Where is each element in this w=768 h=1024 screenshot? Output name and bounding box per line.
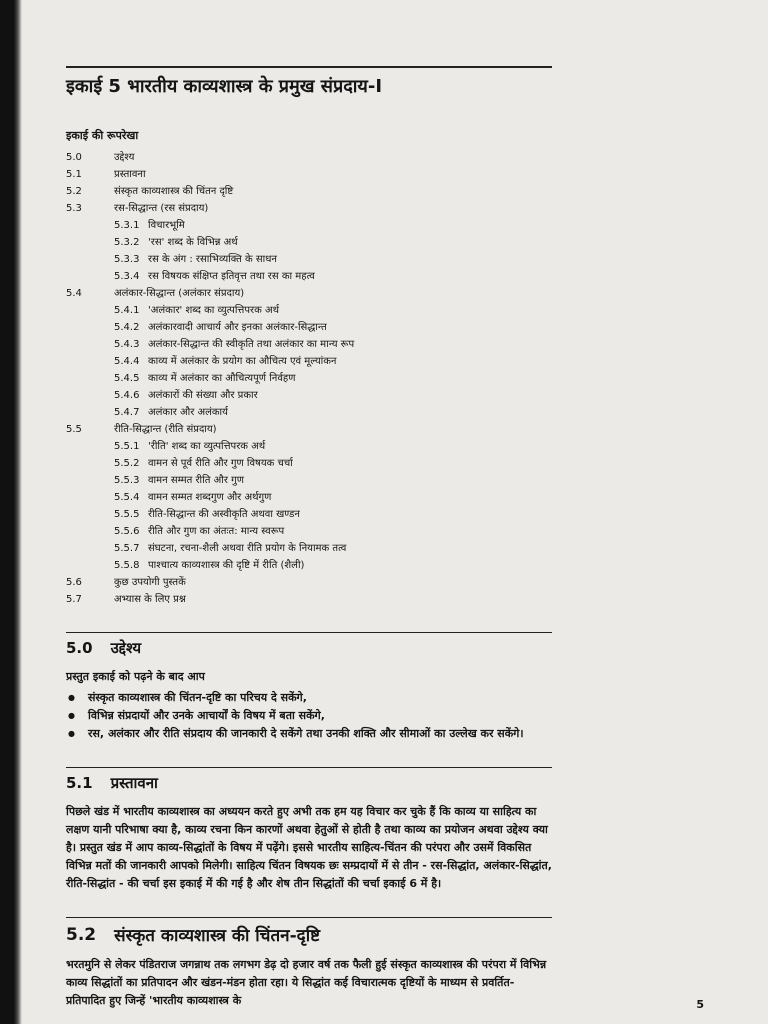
unit-title: इकाई 5 भारतीय काव्यशास्त्र के प्रमुख संप्रदाय-I <box>66 76 383 97</box>
outline-item-number: 5.5.3 <box>114 475 140 486</box>
outline-item <box>66 234 552 251</box>
outline-heading: इकाई की रूपरेखा <box>66 129 139 142</box>
outline-item-number: 5.5.5 <box>114 509 140 520</box>
title-rule <box>66 66 552 68</box>
outline-item-number: 5.5.1 <box>114 441 140 452</box>
section-number: 5.1 <box>66 774 93 792</box>
outline-item-label: संघटना, रचना-शैली अथवा रीति प्रयोग के नियामक तत्व <box>148 543 347 554</box>
outline-item-label: उद्देश्य <box>114 152 135 163</box>
document-page <box>66 62 552 1010</box>
outline-item-number: 5.0 <box>66 152 82 163</box>
outline-item <box>66 217 552 234</box>
outline-item-label: काव्य में अलंकार के प्रयोग का औचित्य एवं मूल्यांकन <box>148 356 337 367</box>
outline-item <box>66 523 552 540</box>
list-item: ● विभिन्न संप्रदायों और उनके आचार्यों के विषय में बता सकेंगे, <box>66 707 552 725</box>
outline-item <box>66 404 552 421</box>
outline-list <box>66 149 552 608</box>
outline-item-number: 5.4.4 <box>114 356 140 367</box>
section-title: संस्कृत काव्यशास्त्र की चिंतन-दृष्टि <box>114 926 321 946</box>
outline-item-label: अभ्यास के लिए प्रश्न <box>114 594 186 605</box>
outline-item-label: वामन से पूर्व रीति और गुण विषयक चर्चा <box>148 458 293 469</box>
outline-item-label: 'अलंकार' शब्द का व्युत्पत्तिपरक अर्थ <box>148 305 279 316</box>
section-heading-objectives <box>66 632 552 660</box>
outline-item-label: अलंकार और अलंकार्य <box>148 407 228 418</box>
outline-item-label: अलंकार-सिद्धान्त (अलंकार संप्रदाय) <box>114 288 245 299</box>
outline-item <box>66 251 552 268</box>
outline-item <box>66 183 552 200</box>
outline-item-label: 'रस' शब्द के विभिन्न अर्थ <box>148 237 238 248</box>
outline-item <box>66 421 552 438</box>
outline-item-label: रस-सिद्धान्त (रस संप्रदाय) <box>114 203 209 214</box>
outline-item-label: संस्कृत काव्यशास्त्र की चिंतन दृष्टि <box>114 186 234 197</box>
outline-item <box>66 455 552 472</box>
section-title: उद्देश्य <box>110 639 142 657</box>
objectives-list <box>66 689 552 743</box>
outline-item-label: रीति और गुण का अंतःत: मान्य स्वरूप <box>148 526 285 537</box>
outline-item <box>66 506 552 523</box>
outline-item-number: 5.5.2 <box>114 458 140 469</box>
outline-item-number: 5.4.2 <box>114 322 140 333</box>
outline-item-number: 5.2 <box>66 186 82 197</box>
outline-item-number: 5.5.8 <box>114 560 140 571</box>
outline-item-number: 5.3.1 <box>114 220 140 231</box>
outline-item-label: अलंकार-सिद्धान्त की स्वीकृति तथा अलंकार का मान्य रूप <box>148 339 355 350</box>
outline-item <box>66 370 552 387</box>
outline-item-label: कुछ उपयोगी पुस्तकें <box>114 577 186 588</box>
outline-item-number: 5.3 <box>66 203 82 214</box>
outline-item-number: 5.6 <box>66 577 82 588</box>
outline-item-number: 5.4.6 <box>114 390 140 401</box>
outline-item <box>66 472 552 489</box>
outline-item <box>66 489 552 506</box>
outline-item <box>66 149 552 166</box>
outline-item <box>66 166 552 183</box>
outline-item-number: 5.3.3 <box>114 254 140 265</box>
outline-item <box>66 285 552 302</box>
outline-item <box>66 353 552 370</box>
outline-item-number: 5.5.6 <box>114 526 140 537</box>
introduction-paragraph: पिछले खंड में भारतीय काव्यशास्त्र का अध्ययन करते हुए अभी तक हम यह विचार कर चुके हैं कि काव्य या साहित्य का लक्षण यानी परिभाषा क्या है, काव्य रचना किन कारणों अथवा हेतुओं से होती है तथा काव्य का प्रयोजन अथवा उद्देश्य क्या है। प्रस्तुत खंड में आप काव्य-सिद्धांतों के विषय में पढ़ेंगे। इससे भारतीय साहित्य-चिंतन की परंपरा और उसमें विकसित विभिन्न मतों की जानकारी आपको मिलेगी। साहित्य चिंतन विषयक छः सम्प्रदायों में से तीन - रस-सिद्धांत, अलंकार-सिद्धांत, रीति-सिद्धांत - की चर्चा इस इकाई में की गई है और शेष तीन सिद्धांतों की चर्चा इकाई 6 में है। <box>66 805 552 890</box>
section-number: 5.2 <box>66 924 97 945</box>
outline-item-number: 5.7 <box>66 594 82 605</box>
outline-item-number: 5.1 <box>66 169 82 180</box>
outline-item <box>66 557 552 574</box>
outline-item-label: रस के अंग : रसाभिव्यक्ति के साधन <box>148 254 277 265</box>
outline-item-label: 'रीति' शब्द का व्युत्पत्तिपरक अर्थ <box>148 441 266 452</box>
outline-item <box>66 319 552 336</box>
outline-item-label: वामन सम्मत रीति और गुण <box>148 475 244 486</box>
outline-item-number: 5.5.4 <box>114 492 140 503</box>
section-title: प्रस्तावना <box>110 774 158 792</box>
vision-paragraph: भरतमुनि से लेकर पंडितराज जगन्नाथ तक लगभग डेढ़ दो हजार वर्ष तक फैली हुई संस्कृत काव्यशास्त्र की परंपरा में विभिन्न काव्य सिद्धांतों का प्रतिपादन और खंडन-मंडन होता रहा। ये सिद्धांत कई विचारात्मक दृष्टियों के माध्यम से प्रवर्तित-प्रतिपादित हुए जिन्हें 'भारतीय काव्यशास्त्र के <box>66 958 547 1007</box>
outline-item <box>66 302 552 319</box>
list-item: ● रस, अलंकार और रीति संप्रदाय की जानकारी दे सकेंगे तथा उनकी शक्ति और सीमाओं का उल्लेख कर सकेंगे। <box>66 725 552 743</box>
outline-item-label: अलंकारवादी आचार्य और इनका अलंकार-सिद्धान्त <box>148 322 327 333</box>
outline-item <box>66 438 552 455</box>
outline-item <box>66 268 552 285</box>
outline-item <box>66 591 552 608</box>
outline-item-label: वामन सम्मत शब्दगुण और अर्थगुण <box>148 492 272 503</box>
outline-item-label: पाश्चात्य काव्यशास्त्र की दृष्टि में रीति (शैली) <box>148 560 305 571</box>
outline-item-label: अलंकारों की संख्या और प्रकार <box>148 390 258 401</box>
outline-item-label: रस विषयक संक्षिप्त इतिवृत्त तथा रस का महत्व <box>148 271 315 282</box>
outline-item-label: रीति-सिद्धान्त की अस्वीकृति अथवा खण्डन <box>148 509 300 520</box>
outline-item-number: 5.4.1 <box>114 305 140 316</box>
outline-item <box>66 574 552 591</box>
outline-item-label: विचारभूमि <box>148 220 185 231</box>
scan-binding-edge <box>0 0 22 1024</box>
outline-item <box>66 540 552 557</box>
outline-item-label: काव्य में अलंकार का औचित्यपूर्ण निर्वहण <box>148 373 296 384</box>
outline-item-number: 5.3.4 <box>114 271 140 282</box>
section-heading-introduction <box>66 767 552 795</box>
outline-item-number: 5.4.3 <box>114 339 140 350</box>
outline-item <box>66 200 552 217</box>
outline-item-number: 5.4.5 <box>114 373 140 384</box>
list-item: ● संस्कृत काव्यशास्त्र की चिंतन-दृष्टि का परिचय दे सकेंगे, <box>66 689 552 707</box>
outline-item-number: 5.5 <box>66 424 82 435</box>
section-number: 5.0 <box>66 639 93 657</box>
outline-item-label: रीति-सिद्धान्त (रीति संप्रदाय) <box>114 424 217 435</box>
outline-item-number: 5.4 <box>66 288 82 299</box>
objectives-intro: प्रस्तुत इकाई को पढ़ने के बाद आप <box>66 670 205 683</box>
outline-item-label: प्रस्तावना <box>114 169 146 180</box>
section-heading-vision <box>66 917 552 948</box>
outline-item <box>66 336 552 353</box>
page-number: 5 <box>696 998 704 1011</box>
outline-item-number: 5.3.2 <box>114 237 140 248</box>
outline-item-number: 5.4.7 <box>114 407 140 418</box>
outline-item <box>66 387 552 404</box>
outline-item-number: 5.5.7 <box>114 543 140 554</box>
